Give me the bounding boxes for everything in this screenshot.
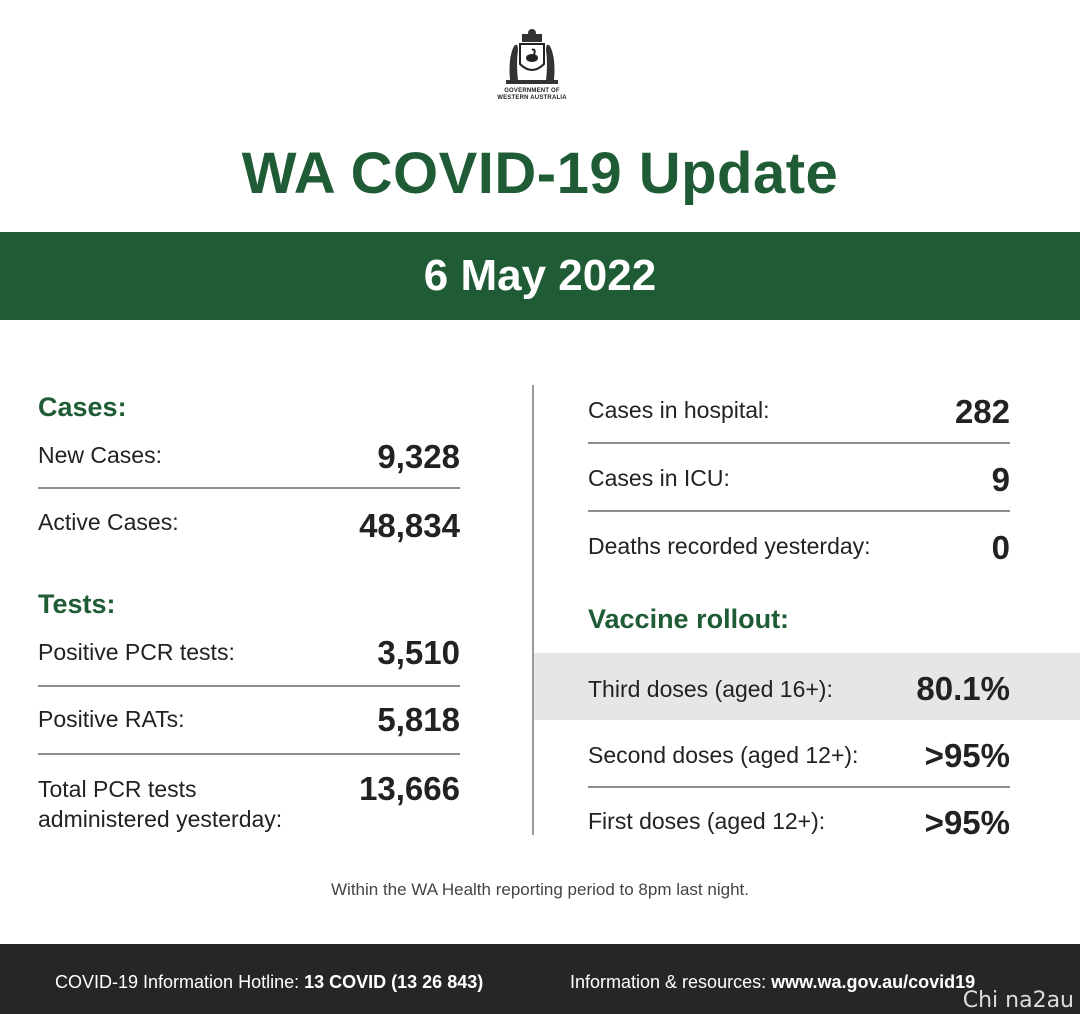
date-text: 6 May 2022 xyxy=(423,251,657,300)
deaths-label: Deaths recorded yesterday: xyxy=(588,533,871,559)
divider xyxy=(38,753,460,755)
wa-coat-of-arms-icon xyxy=(500,28,564,88)
positive-rats-label: Positive RATs: xyxy=(38,706,185,732)
second-dose-value: >95% xyxy=(924,737,1010,774)
tests-heading: Tests: xyxy=(38,589,116,619)
divider xyxy=(38,685,460,687)
hotline-label: COVID-19 Information Hotline: xyxy=(55,972,300,992)
first-dose-value: >95% xyxy=(924,804,1010,841)
active-cases-value: 48,834 xyxy=(359,507,460,544)
divider xyxy=(38,487,460,489)
page-title: WA COVID-19 Update xyxy=(241,141,839,206)
reporting-note: Within the WA Health reporting period to 8pm last night. xyxy=(331,880,749,899)
total-pcr-label-line1: Total PCR tests xyxy=(38,776,197,802)
divider xyxy=(588,442,1010,444)
third-dose-value: 80.1% xyxy=(916,670,1010,707)
icu-value: 9 xyxy=(991,461,1010,498)
third-dose-label: Third doses (aged 16+): xyxy=(588,676,833,702)
cases-heading: Cases: xyxy=(38,392,127,422)
positive-pcr-value: 3,510 xyxy=(377,634,460,671)
divider xyxy=(588,510,1010,512)
resources-link[interactable]: www.wa.gov.au/covid19 xyxy=(771,972,976,992)
crest-line-2: WESTERN AUSTRALIA xyxy=(497,95,567,101)
resources-label: Information & resources: xyxy=(570,972,767,992)
positive-pcr-label: Positive PCR tests: xyxy=(38,639,235,665)
divider xyxy=(588,786,1010,788)
footer-bar xyxy=(0,944,1080,1014)
column-divider xyxy=(532,385,534,835)
total-pcr-label-line2: administered yesterday: xyxy=(38,806,283,832)
total-pcr-value: 13,666 xyxy=(359,770,460,807)
deaths-value: 0 xyxy=(991,529,1010,566)
new-cases-label: New Cases: xyxy=(38,442,162,468)
vaccine-heading: Vaccine rollout: xyxy=(588,604,790,634)
hotline-info xyxy=(55,972,483,993)
positive-rats-value: 5,818 xyxy=(377,701,460,738)
hotline-number: 13 COVID (13 26 843) xyxy=(304,972,484,992)
government-crest xyxy=(492,28,572,108)
hospital-value: 282 xyxy=(954,393,1010,430)
new-cases-value: 9,328 xyxy=(377,438,460,475)
crest-line-1: GOVERNMENT OF xyxy=(504,88,560,94)
hospital-label: Cases in hospital: xyxy=(588,397,770,423)
icu-label: Cases in ICU: xyxy=(588,465,730,491)
watermark: Chi na2au xyxy=(962,988,1074,1013)
date-banner xyxy=(0,232,1080,320)
second-dose-label: Second doses (aged 12+): xyxy=(588,742,859,768)
first-dose-label: First doses (aged 12+): xyxy=(588,808,826,834)
resources-info xyxy=(570,972,975,993)
active-cases-label: Active Cases: xyxy=(38,509,179,535)
